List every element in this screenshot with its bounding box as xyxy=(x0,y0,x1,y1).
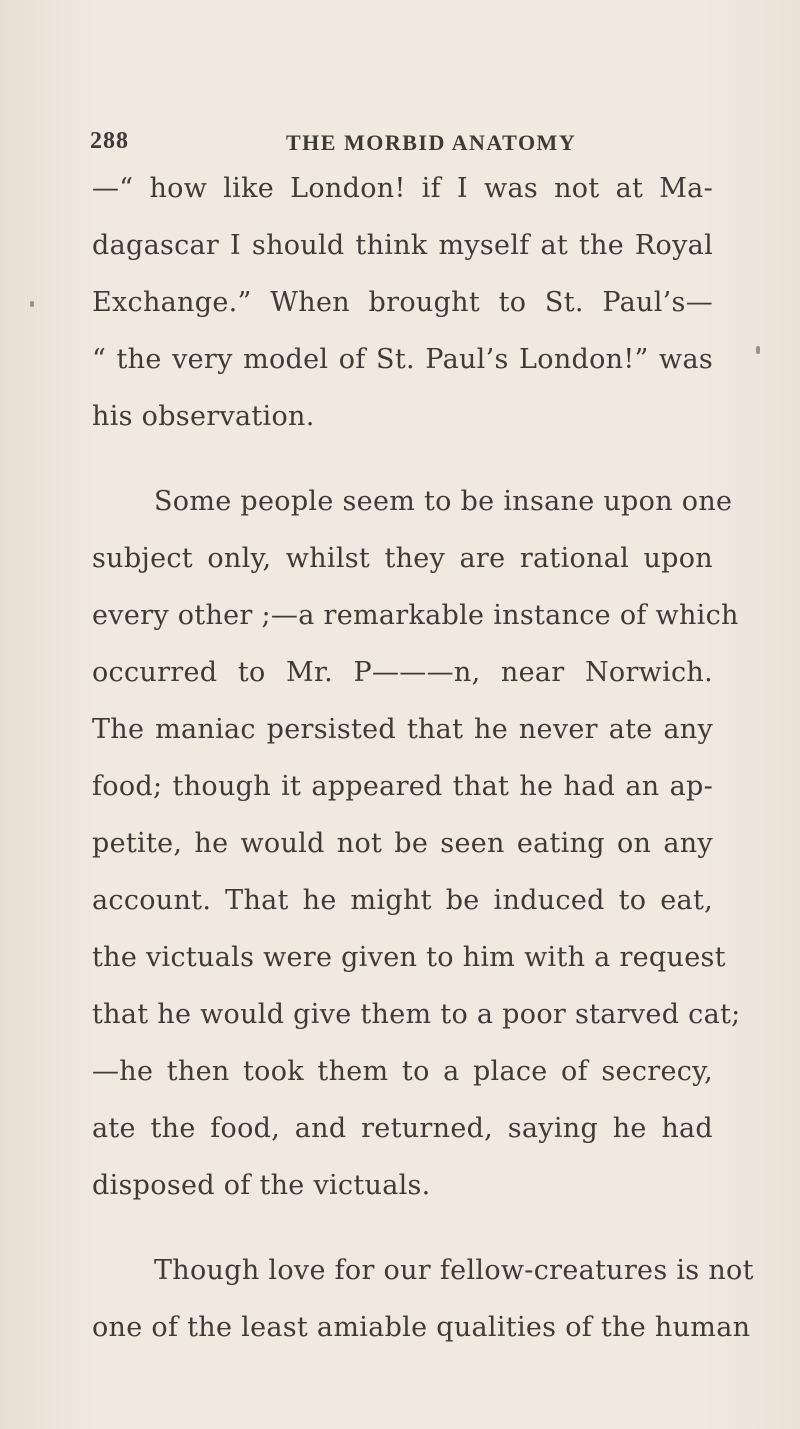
running-head: THE MORBID ANATOMY xyxy=(286,130,577,155)
text-line: subject only, whilst they are rational upon xyxy=(92,543,713,574)
text-line: Exchange.” When brought to St. Paul’s— xyxy=(92,287,713,318)
paper-speck xyxy=(756,346,760,354)
text-line: one of the least amiable qualities of the human xyxy=(92,1312,751,1343)
text-line: dagascar I should think myself at the Royal xyxy=(92,230,713,261)
text-line: his observation. xyxy=(92,401,315,432)
text-line: ate the food, and returned, saying he had xyxy=(92,1113,713,1144)
text-line: —“ how like London! if I was not at Ma- xyxy=(92,173,713,204)
paper-speck xyxy=(30,301,34,307)
text-line: The maniac persisted that he never ate any xyxy=(92,714,713,745)
text-line: Though love for our fellow-creatures is not xyxy=(154,1255,754,1286)
page-number: 288 xyxy=(90,128,129,154)
page-header xyxy=(90,128,730,168)
text-line: every other ;—a remarkable instance of which xyxy=(92,600,739,631)
text-line: “ the very model of St. Paul’s London!” was xyxy=(92,344,713,375)
text-line: Some people seem to be insane upon one xyxy=(154,486,733,517)
text-line: that he would give them to a poor starved cat; xyxy=(92,999,741,1030)
text-line: disposed of the victuals. xyxy=(92,1170,431,1201)
text-line: —he then took them to a place of secrecy, xyxy=(92,1056,713,1087)
text-line: the victuals were given to him with a request xyxy=(92,942,726,973)
text-line: occurred to Mr. P———n, near Norwich. xyxy=(92,657,713,688)
text-line: food; though it appeared that he had an ap- xyxy=(92,771,713,802)
text-line: account. That he might be induced to eat, xyxy=(92,885,713,916)
text-line: petite, he would not be seen eating on any xyxy=(92,828,713,859)
